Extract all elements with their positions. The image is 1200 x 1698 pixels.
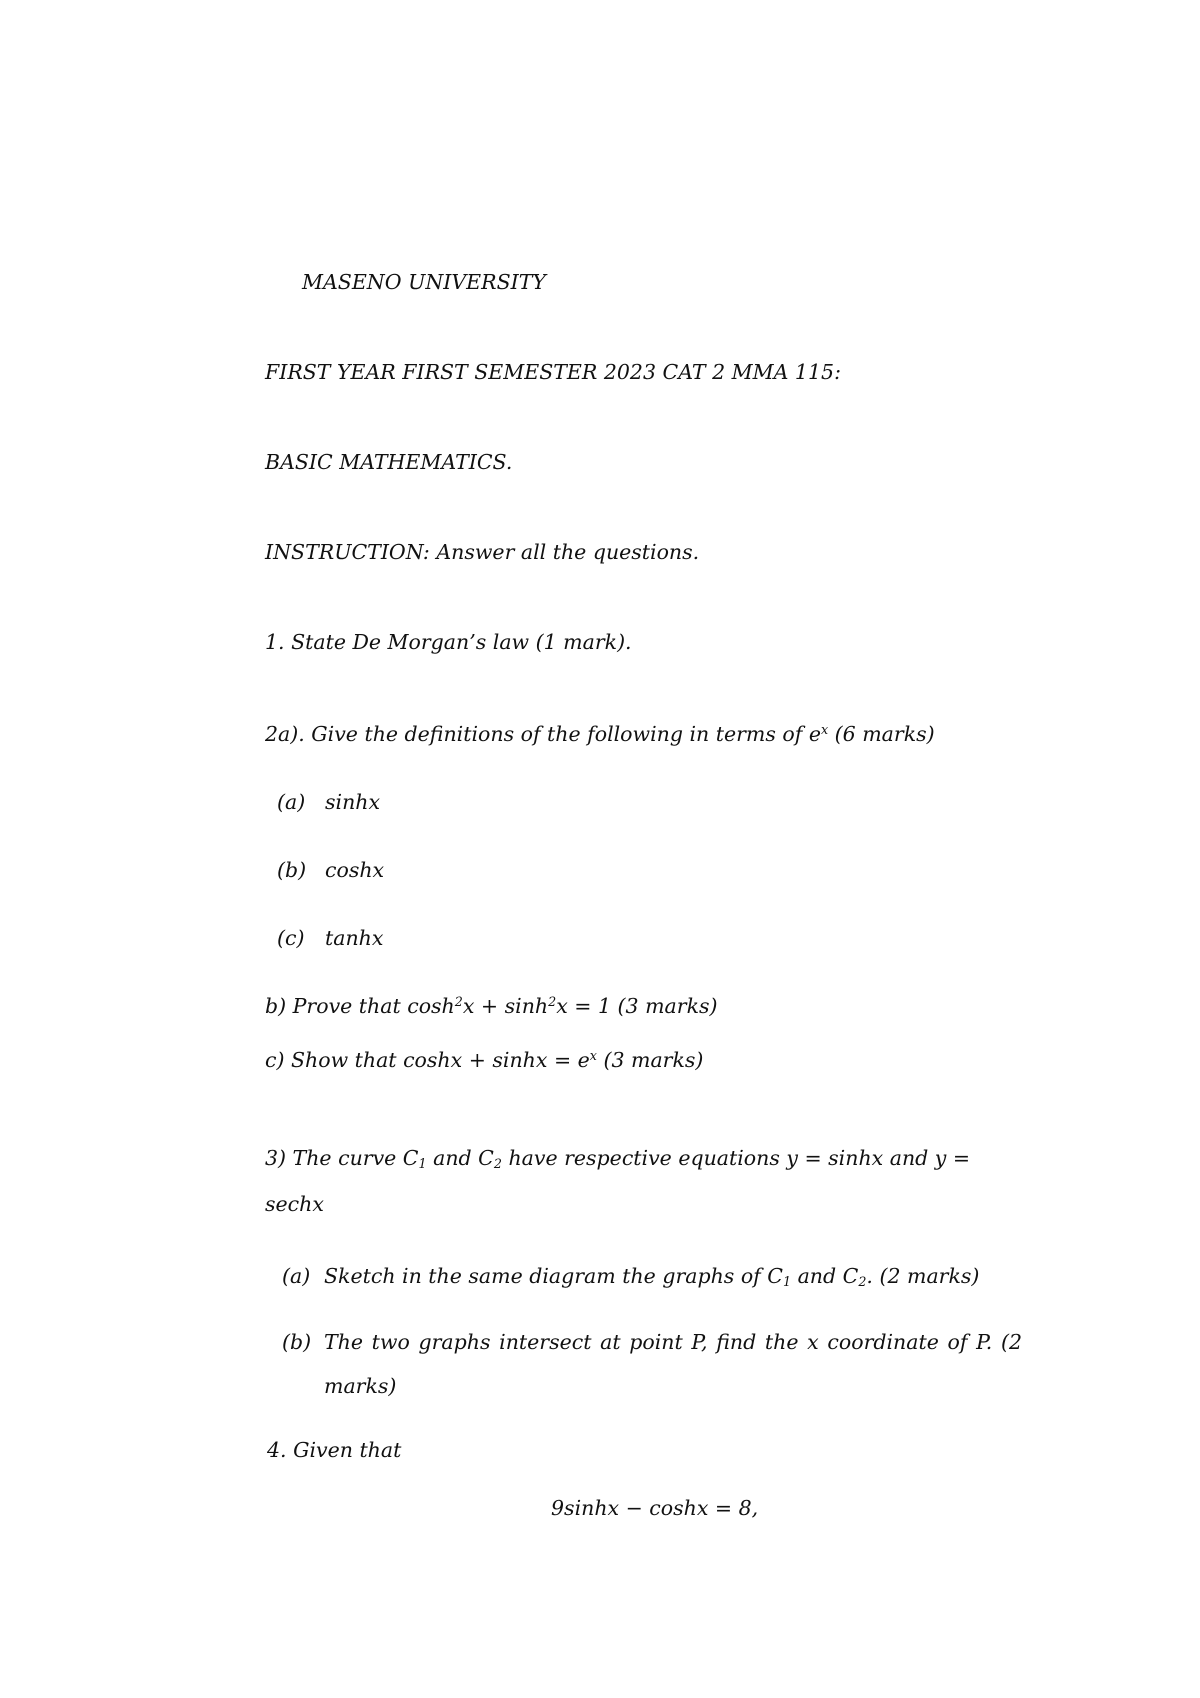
question-4: 4. Given that [267,1438,402,1462]
question-2c [265,1046,703,1074]
question-3a [282,1262,979,1290]
question-3a-text-3: . (2 marks) [866,1264,980,1288]
part-text: sinhx [325,790,381,814]
question-3-line-1 [265,1144,970,1172]
university-name: MASENO UNIVERSITY [302,270,546,294]
question-2b [265,992,718,1020]
course-title: BASIC MATHEMATICS. [265,450,513,474]
question-3-text-2: and C [426,1146,494,1170]
question-3a-text-1: Sketch in the same diagram the graphs of C [324,1264,783,1288]
instruction: INSTRUCTION: Answer all the questions. [265,540,700,564]
part-text: tanhx [325,926,384,950]
question-3-sub-1: 1 [418,1156,427,1172]
question-2a-sup: x [820,722,829,738]
question-2a-part-c [277,924,383,952]
part-label: (b) [277,858,307,882]
part-label: (a) [277,790,306,814]
question-2a-part-b [277,856,384,884]
part-text: coshx [325,858,385,882]
part-label: (b) [282,1330,312,1354]
question-2c-text-1: c) Show that coshx + sinhx = e [265,1048,590,1072]
part-label: (c) [277,926,305,950]
question-3b [282,1320,1022,1408]
question-3b-text: The two graphs intersect at point P, find the x coordinate of P. (2 marks) [324,1330,1022,1398]
question-2a-stem: 2a). Give the definitions of the following in terms of e [265,722,821,746]
question-2b-text-1: b) Prove that cosh [265,994,455,1018]
question-3-sub-2: 2 [493,1156,502,1172]
question-1: 1. State De Morgan’s law (1 mark). [265,630,632,654]
course-line: FIRST YEAR FIRST SEMESTER 2023 CAT 2 MMA 115: [265,360,841,384]
question-2a-part-a [277,788,380,816]
question-3a-sub-2: 2 [858,1274,867,1290]
question-3-text-1: 3) The curve C [265,1146,419,1170]
question-3a-text-2: and C [791,1264,859,1288]
part-label: (a) [282,1264,311,1288]
question-2b-text-3: x = 1 (3 marks) [556,994,718,1018]
question-2b-text-2: x + sinh [462,994,549,1018]
question-2a [265,720,935,748]
question-2c-sup: x [589,1048,597,1064]
question-2a-marks: (6 marks) [828,722,935,746]
question-2b-sup-2: 2 [548,994,557,1010]
question-3-line-2: sechx [265,1192,324,1216]
question-4-equation: 9sinhx − coshx = 8, [551,1496,759,1520]
question-3a-sub-1: 1 [782,1274,792,1290]
question-3-text-3: have respective equations y = sinhx and y = [501,1146,971,1170]
question-2c-text-2: (3 marks) [596,1048,704,1072]
question-2b-sup-1: 2 [454,994,463,1010]
